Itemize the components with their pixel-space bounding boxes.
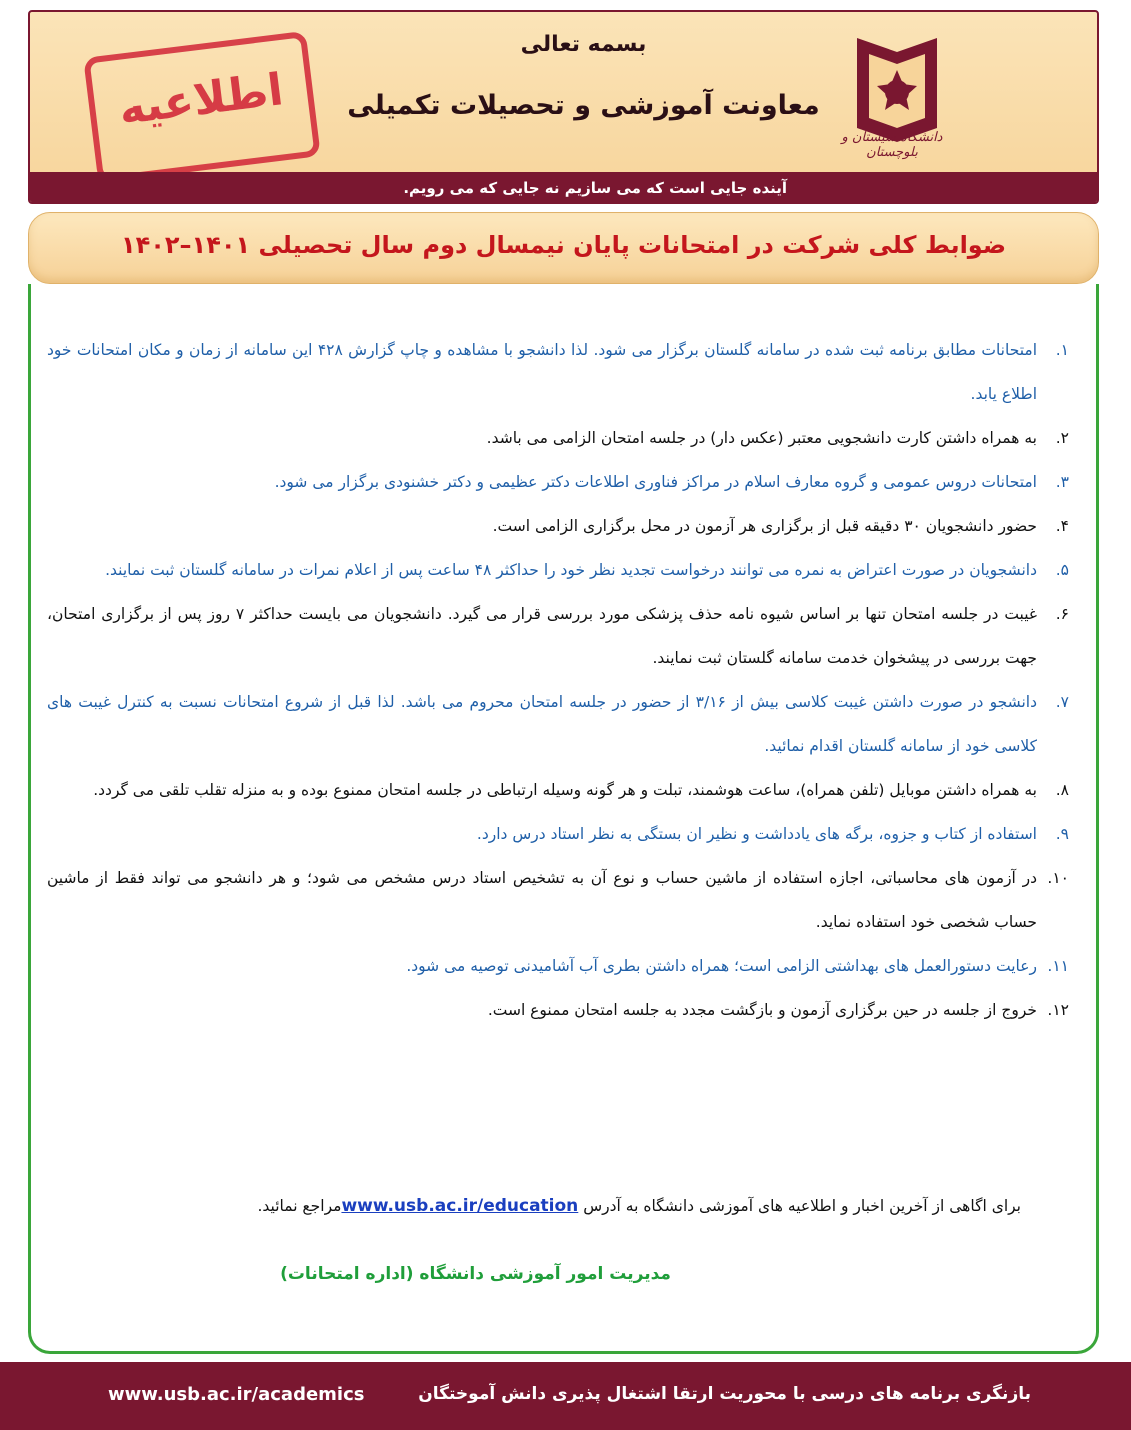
rule-number: ۷.	[1055, 693, 1069, 711]
rule-number: ۱۰.	[1047, 869, 1069, 887]
rule-text: خروج از جلسه در حین برگزاری آزمون و بازگشت مجدد به جلسه امتحان ممنوع است.	[487, 1001, 1037, 1019]
footer-slogan: بازنگری برنامه های درسی با محوریت ارتقا اشتغال پذیری دانش آموختگان	[418, 1384, 1031, 1404]
rule-number: ۹.	[1055, 825, 1069, 843]
header-slogan: آینده جایی است که می سازیم نه جایی که می رویم.	[403, 179, 787, 197]
rule-number: ۱۲.	[1047, 1001, 1069, 1019]
list-item	[47, 944, 1069, 988]
rule-number: ۲.	[1055, 429, 1069, 447]
rule-text: حضور دانشجویان ۳۰ دقیقه قبل از برگزاری هر آزمون در محل برگزاری الزامی است.	[492, 517, 1037, 535]
rule-number: ۱.	[1055, 341, 1069, 359]
rule-text: استفاده از کتاب و جزوه، برگه های یادداشت و نظیر ان بستگی به نظر استاد درس دارد.	[476, 825, 1037, 843]
rules-list	[47, 328, 1069, 1032]
info-line	[257, 1196, 1021, 1216]
education-link[interactable]: www.usb.ac.ir/education	[341, 1196, 579, 1216]
header-banner	[28, 10, 1099, 204]
title-box	[28, 212, 1099, 284]
list-item	[47, 680, 1069, 768]
rule-number: ۸.	[1055, 781, 1069, 799]
list-item	[47, 812, 1069, 856]
footer-band	[0, 1362, 1131, 1430]
list-item	[47, 988, 1069, 1032]
logo-caption: دانشگاه سیستان و بلوچستان	[841, 130, 943, 160]
rule-text: در آزمون های محاسباتی، اجازه استفاده از ماشین حساب و نوع آن به تشخیص استاد درس مشخص می شود؛ و هر دانشجو می تواند فقط از ماشین حساب شخصی خود استفاده نماید.	[47, 869, 1037, 931]
rule-text: دانشجو در صورت داشتن غیبت کلاسی بیش از ۳/۱۶ از حضور در جلسه امتحان محروم می باشد. لذا قبل از شروع امتحانات نسبت به کنترل غیبت های کلاسی خود از سامانه گلستان اقدام نمائید.	[47, 693, 1037, 755]
rule-number: ۵.	[1055, 561, 1069, 579]
rule-number: ۴.	[1055, 517, 1069, 535]
slogan-band	[30, 172, 1097, 202]
list-item	[47, 856, 1069, 944]
rule-text: به همراه داشتن کارت دانشجویی معتبر (عکس دار) در جلسه امتحان الزامی می باشد.	[486, 429, 1037, 447]
rule-text: غیبت در جلسه امتحان تنها بر اساس شیوه نامه حذف پزشکی مورد بررسی قرار می گیرد. دانشجویان می بایست حداکثر ۷ روز پس از برگزاری امتحان، جهت بررسی در پیشخوان خدمت سامانه گلستان ثبت نمایند.	[47, 605, 1038, 667]
info-text-before: برای اگاهی از آخرین اخبار و اطلاعیه های آموزشی دانشگاه به آدرس	[583, 1197, 1021, 1215]
stamp-text: اطلاعیه	[116, 64, 286, 135]
department-name: معاونت آموزشی و تحصیلات تکمیلی	[347, 90, 820, 121]
list-item	[47, 592, 1069, 680]
rule-text: دانشجویان در صورت اعتراض به نمره می توانند درخواست تجدید نظر خود را حداکثر ۴۸ ساعت پس از اعلام نمرات در سامانه گلستان ثبت نمایند.	[105, 561, 1037, 579]
page-title: ضوابط کلی شرکت در امتحانات پایان نیمسال دوم سال تحصیلی ۱۴۰۱–۱۴۰۲	[120, 231, 1007, 259]
list-item	[47, 768, 1069, 812]
list-item	[47, 548, 1069, 592]
list-item	[47, 504, 1069, 548]
footer-url-link[interactable]: www.usb.ac.ir/academics	[108, 1384, 365, 1405]
info-text-after: مراجع نمائید.	[257, 1197, 342, 1215]
list-item	[47, 416, 1069, 460]
signature: مدیریت امور آموزشی دانشگاه (اداره امتحانات)	[280, 1264, 671, 1284]
rule-text: به همراه داشتن موبایل (تلفن همراه)، ساعت هوشمند، تبلت و هر گونه وسیله ارتباطی در جلسه امتحان ممنوع بوده و به منزله تقلب تلقی می گردد.	[93, 781, 1037, 799]
bismillah-heading: بسمه تعالی	[520, 32, 647, 57]
rule-text: امتحانات مطابق برنامه ثبت شده در سامانه گلستان برگزار می شود. لذا دانشجو با مشاهده و چاپ گزارش ۴۲۸ این سامانه از زمان و مکان امتحانات خود اطلاع یابد.	[47, 341, 1038, 403]
rule-number: ۶.	[1055, 605, 1069, 623]
rule-text: امتحانات دروس عمومی و گروه معارف اسلام در مراکز فناوری اطلاعات دکتر عظیمی و دکتر خشنودی برگزار می شود.	[274, 473, 1037, 491]
list-item	[47, 460, 1069, 504]
list-item	[47, 328, 1069, 416]
rule-text: رعایت دستورالعمل های بهداشتی الزامی است؛ همراه داشتن بطری آب آشامیدنی توصیه می شود.	[406, 957, 1037, 975]
rule-number: ۳.	[1055, 473, 1069, 491]
rule-number: ۱۱.	[1047, 957, 1069, 975]
